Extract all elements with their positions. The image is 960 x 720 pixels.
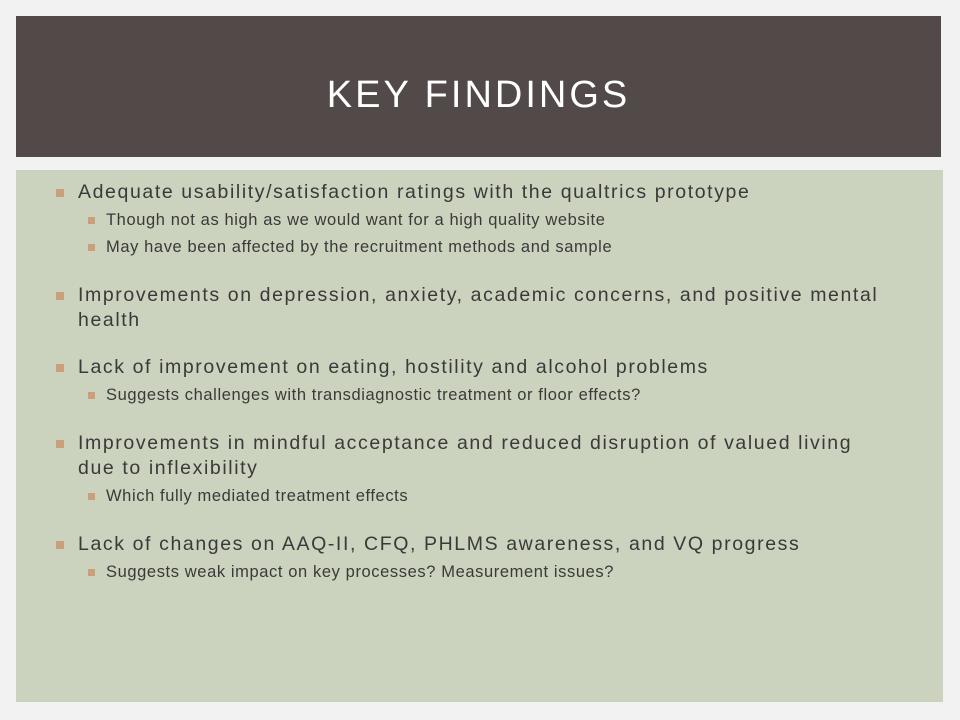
bullet-text: Lack of improvement on eating, hostility and alcohol problems [78,356,709,378]
bullet-text: Adequate usability/satisfaction ratings with the qualtrics prototype [78,181,751,203]
square-bullet-icon [88,217,95,224]
bullet-text: Improvements in mindful acceptance and reduced disruption of valued living due to inflexibility [78,432,853,479]
square-bullet-icon [88,244,95,251]
square-bullet-icon [88,493,95,500]
content-panel [16,170,943,702]
slide-title: KEY FINDINGS [326,74,631,116]
bullet-item [56,355,896,409]
square-bullet-icon [56,364,64,372]
bullet-item [56,532,896,586]
square-bullet-icon [88,392,95,399]
square-bullet-icon [56,541,64,549]
bullet-list [56,180,896,586]
sub-bullet-item [78,207,896,234]
sub-bullet-text: May have been affected by the recruitment methods and sample [106,238,613,256]
sub-bullet-list [78,382,896,409]
sub-bullet-text: Which fully mediated treatment effects [106,487,409,505]
sub-bullet-item [78,559,896,586]
bullet-item [56,180,896,261]
square-bullet-icon [88,569,95,576]
title-band [16,16,941,157]
bullet-item [56,431,896,510]
sub-bullet-item [78,382,896,409]
bullet-text: Lack of changes on AAQ-II, CFQ, PHLMS awareness, and VQ progress [78,533,801,555]
square-bullet-icon [56,440,64,448]
sub-bullet-text: Though not as high as we would want for a high quality website [106,211,606,229]
sub-bullet-text: Suggests weak impact on key processes? Measurement issues? [106,563,615,581]
sub-bullet-list [78,559,896,586]
bullet-text: Improvements on depression, anxiety, academic concerns, and positive mental health [78,284,879,331]
bullet-item [56,283,896,333]
sub-bullet-item [78,483,896,510]
sub-bullet-text: Suggests challenges with transdiagnostic treatment or floor effects? [106,386,641,404]
sub-bullet-list [78,483,896,510]
square-bullet-icon [56,292,64,300]
square-bullet-icon [56,189,64,197]
sub-bullet-list [78,207,896,261]
sub-bullet-item [78,234,896,261]
